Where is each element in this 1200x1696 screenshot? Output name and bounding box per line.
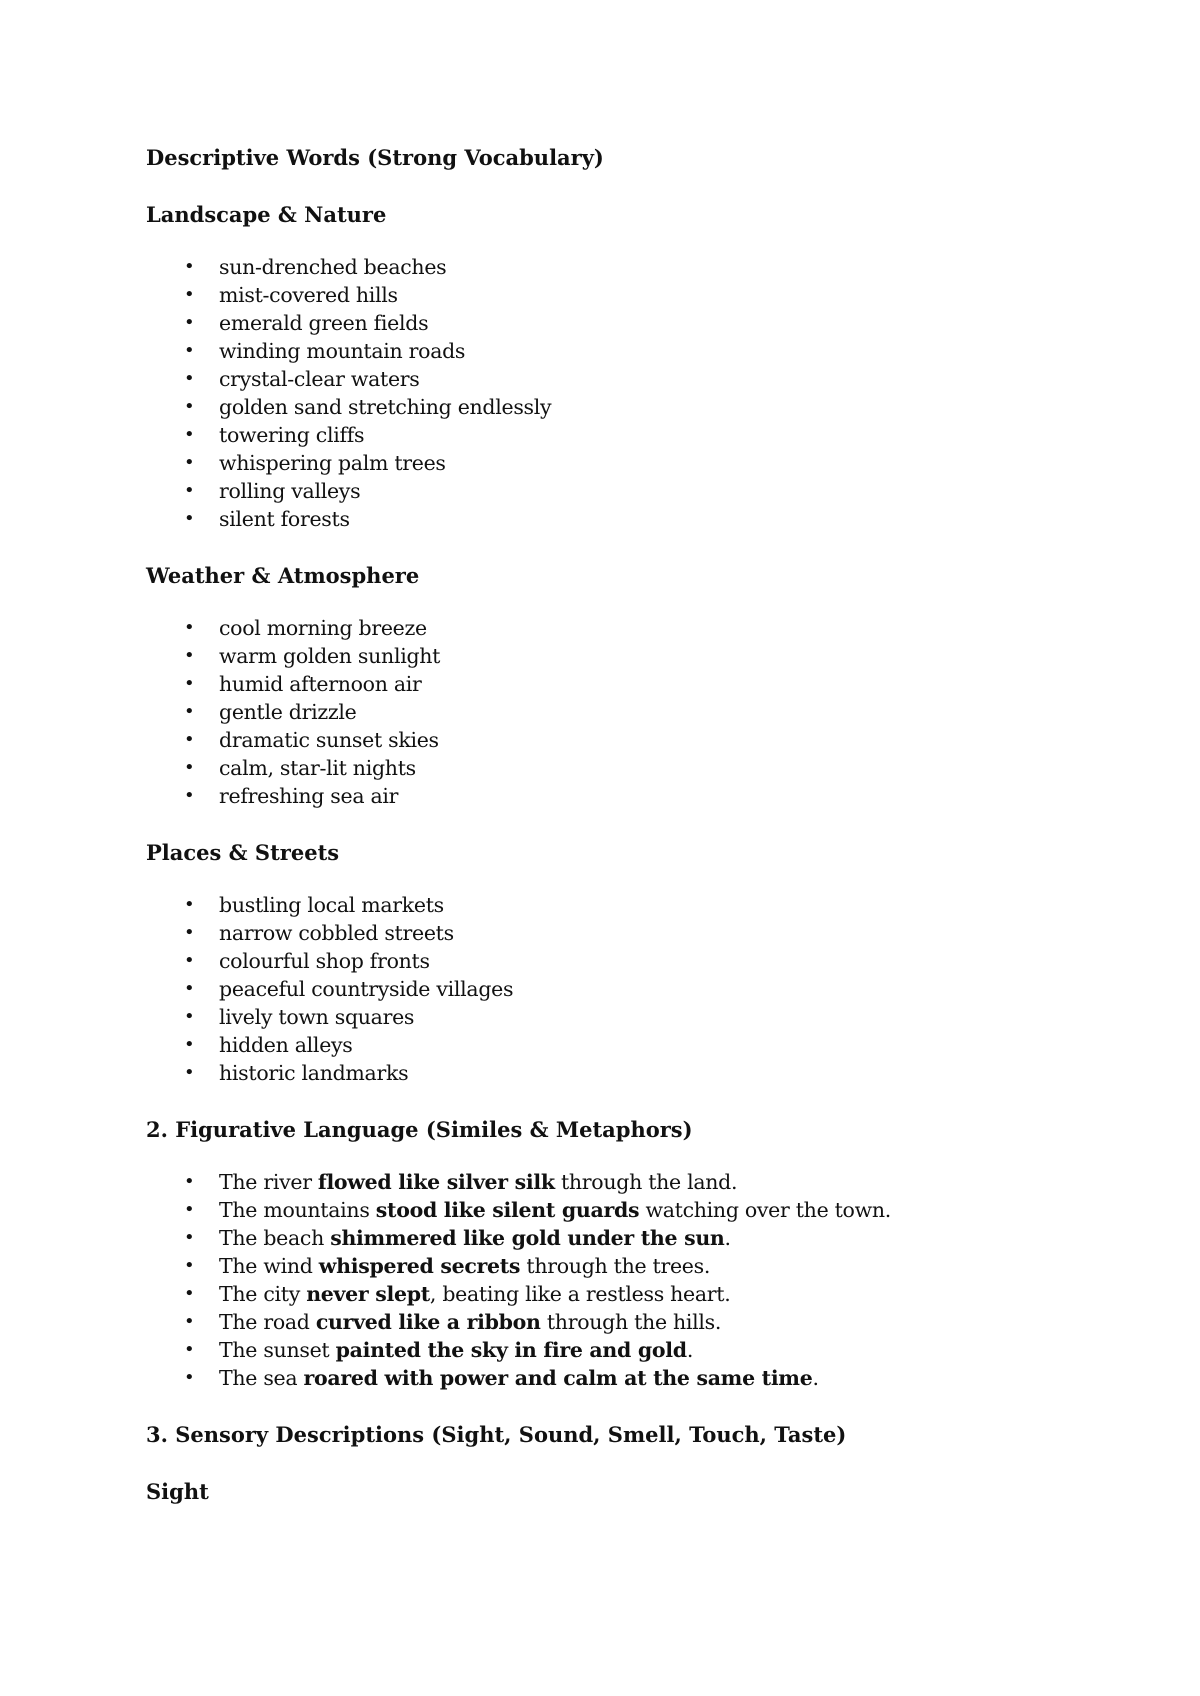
bullet-icon: • [184, 368, 195, 389]
bullet-icon: • [184, 424, 195, 445]
list-item: • The sunset painted the sky in fire and gold. [184, 1338, 694, 1362]
bullet-icon: • [184, 312, 195, 333]
bullet-icon: • [184, 729, 195, 750]
list-item: • mist-covered hills [184, 283, 398, 307]
section-heading-figurative: 2. Figurative Language (Similes & Metaphors) [146, 1117, 693, 1142]
bullet-icon: • [184, 1367, 195, 1388]
list-item: • The beach shimmered like gold under the sun. [184, 1226, 731, 1250]
bullet-icon: • [184, 645, 195, 666]
list-item: • gentle drizzle [184, 700, 357, 724]
list-item: • The river flowed like silver silk through the land. [184, 1170, 738, 1194]
list-item: • narrow cobbled streets [184, 921, 454, 945]
bullet-icon: • [184, 785, 195, 806]
bullet-icon: • [184, 950, 195, 971]
list-item: • refreshing sea air [184, 784, 399, 808]
document-content [146, 144, 1106, 1506]
list-item: • emerald green fields [184, 311, 429, 335]
bullet-icon: • [184, 1006, 195, 1027]
bullet-icon: • [184, 1199, 195, 1220]
subheading-sight: Sight [146, 1479, 209, 1504]
figurative-list [146, 1168, 1106, 1392]
bullet-icon: • [184, 894, 195, 915]
list-item: • peaceful countryside villages [184, 977, 514, 1001]
bullet-icon: • [184, 1283, 195, 1304]
list-item: • whispering palm trees [184, 451, 446, 475]
bullet-icon: • [184, 396, 195, 417]
list-item: • calm, star-lit nights [184, 756, 416, 780]
landscape-list [146, 253, 1106, 533]
list-item: • golden sand stretching endlessly [184, 395, 552, 419]
list-item: • The mountains stood like silent guards watching over the town. [184, 1198, 891, 1222]
section-heading-places: Places & Streets [146, 840, 340, 865]
list-item: • rolling valleys [184, 479, 361, 503]
bullet-icon: • [184, 673, 195, 694]
list-item: • bustling local markets [184, 893, 444, 917]
bullet-icon: • [184, 922, 195, 943]
list-item: • The city never slept, beating like a restless heart. [184, 1282, 731, 1306]
section-heading-sensory: 3. Sensory Descriptions (Sight, Sound, Smell, Touch, Taste) [146, 1422, 847, 1447]
bullet-icon: • [184, 617, 195, 638]
bullet-icon: • [184, 757, 195, 778]
list-item: • lively town squares [184, 1005, 415, 1029]
bullet-icon: • [184, 1034, 195, 1055]
weather-list [146, 614, 1106, 810]
bullet-icon: • [184, 701, 195, 722]
bullet-icon: • [184, 1171, 195, 1192]
bullet-icon: • [184, 340, 195, 361]
list-item: • dramatic sunset skies [184, 728, 439, 752]
list-item: • crystal-clear waters [184, 367, 420, 391]
bullet-icon: • [184, 480, 195, 501]
list-item: • towering cliffs [184, 423, 365, 447]
bullet-icon: • [184, 1255, 195, 1276]
list-item: • silent forests [184, 507, 350, 531]
bullet-icon: • [184, 508, 195, 529]
bullet-icon: • [184, 452, 195, 473]
list-item: • The sea roared with power and calm at the same time. [184, 1366, 819, 1390]
list-item: • cool morning breeze [184, 616, 427, 640]
bullet-icon: • [184, 1062, 195, 1083]
bullet-icon: • [184, 1339, 195, 1360]
list-item: • winding mountain roads [184, 339, 466, 363]
bullet-icon: • [184, 1227, 195, 1248]
document-title: Descriptive Words (Strong Vocabulary) [146, 145, 604, 170]
bullet-icon: • [184, 978, 195, 999]
list-item: • The road curved like a ribbon through the hills. [184, 1310, 722, 1334]
list-item: • hidden alleys [184, 1033, 353, 1057]
places-list [146, 891, 1106, 1087]
bullet-icon: • [184, 256, 195, 277]
section-heading-landscape: Landscape & Nature [146, 202, 387, 227]
section-heading-weather: Weather & Atmosphere [146, 563, 420, 588]
bullet-icon: • [184, 284, 195, 305]
list-item: • colourful shop fronts [184, 949, 430, 973]
list-item: • The wind whispered secrets through the trees. [184, 1254, 711, 1278]
list-item: • humid afternoon air [184, 672, 422, 696]
list-item: • warm golden sunlight [184, 644, 441, 668]
bullet-icon: • [184, 1311, 195, 1332]
list-item: • historic landmarks [184, 1061, 409, 1085]
list-item: • sun-drenched beaches [184, 255, 447, 279]
